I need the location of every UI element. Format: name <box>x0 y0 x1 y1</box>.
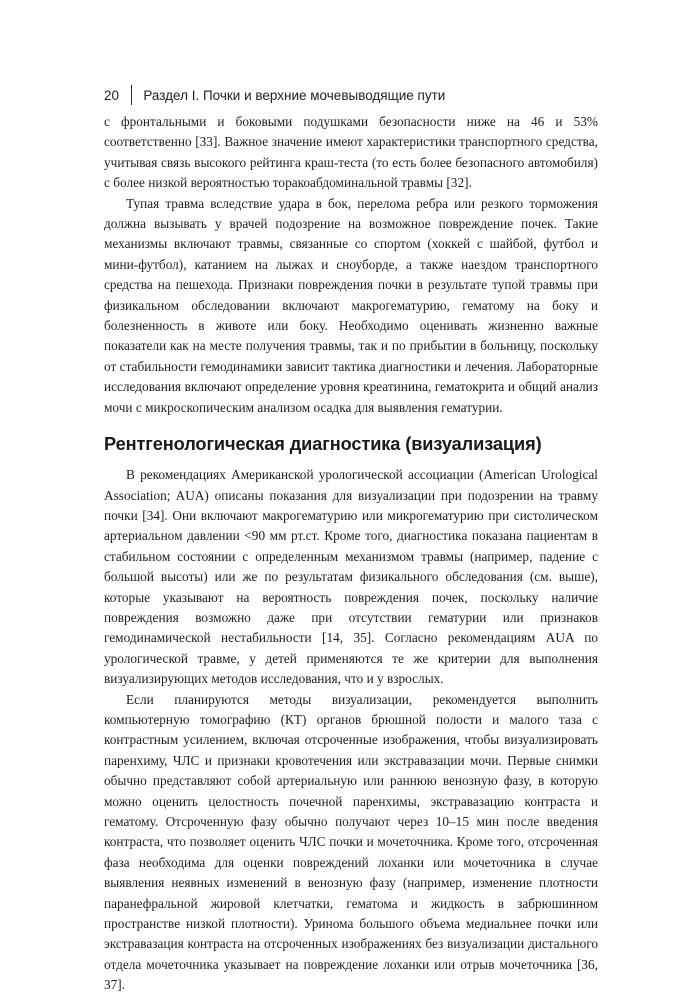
paragraph-aua-recommendations: В рекомендациях Американской урологической ассоциации (American Urological Association; AUA) описаны показания для визуализации при подозрении на травму почки [34]. Они включают макрогематурию или микрогематурию при систолическом артериальном давлении <90 мм рт.ст. Кроме того, диагностика показана пациентам в стабильном состоянии с определенным механизмом травмы (например, падение с большой высоты) или же по результатам физикального обследования (см. выше), которые указывают на вероятность повреждения почек, поскольку наличие повреждения возможно даже при отсутствии гематурии или признаков гемодинамической нестабильности [14, 35]. Согласно рекомендациям AUA по урологической травме, у детей применяются те же критерии для выполнения визуализирующих методов исследования, что и у взрослых. <box>104 467 598 687</box>
paragraph-continued: с фронтальными и боковыми подушками безопасности ниже на 46 и 53% соответственно [33]. Важное значение имеют характеристики транспортного средства, учитывая связь высокого рейтинга краш-теста (то есть более безопасного автомобиля) с более низкой вероятностью торакоабдоминальной травмы [32]. <box>104 114 598 191</box>
header-divider <box>131 85 132 105</box>
paragraph-blunt-trauma: Тупая травма вследствие удара в бок, перелома ребра или резкого торможения должна вызывать у врачей подозрение на возможное повреждение почек. Такие механизмы включают травмы, связанные со спортом (хоккей с шайбой, футбол и мини-футбол), катанием на лыжах и сноуборде, а также наездом транспортного средства на пешехода. Признаки повреждения почки в результате тупой травмы при физикальном обследовании включают макрогематурию, гематому на боку и болезненность в животе или боку. Необходимо оценивать жизненно важные показатели как на месте получения травмы, так и по прибытии в больницу, поскольку от стабильности гемодинамики зависит тактика диагностики и лечения. Лабораторные исследования включают определение уровня креатинина, гематокрита и общий анализ мочи с микроскопическим анализом осадка для выявления гематурии. <box>104 195 598 415</box>
page-number: 20 <box>104 87 120 103</box>
page-body <box>104 112 598 996</box>
paragraph-ct-imaging: Если планируются методы визуализации, рекомендуется выполнить компьютерную томографию (КТ) органов брюшной полости и малого таза с контрастным усилением, включая отсроченные изображения, чтобы визуализировать паренхиму, ЧЛС и признаки кровотечения или экстравазации мочи. Первые снимки обычно представляют собой артериальную или раннюю венозную фазу, в которую можно оценить целостность почечной паренхимы, экстравазацию контраста и гематому. Отсроченную фазу обычно получают через 10–15 мин после введения контраста, что позволяет оценить ЧЛС почки и мочеточника. Кроме того, отсроченная фаза необходима для оценки повреждений лоханки или мочеточника в случае выявления неявных изменений в венозную фазу (например, изменение плотности паранефральной жировой клетчатки, гематома и жидкость в забрюшинном пространстве низкой плотности). Уринома большого объема медиальнее почки или экстравазация контраста на отсроченных изображениях без визуализации дистального отдела мочеточника указывает на повреждение лоханки или отрыв мочеточника [36, 37]. <box>104 691 598 993</box>
running-header-title: Раздел I. Почки и верхние мочевыводящие пути <box>143 87 446 103</box>
section-heading: Рентгенологическая диагностика (визуализация) <box>104 434 542 455</box>
running-header <box>104 84 445 106</box>
